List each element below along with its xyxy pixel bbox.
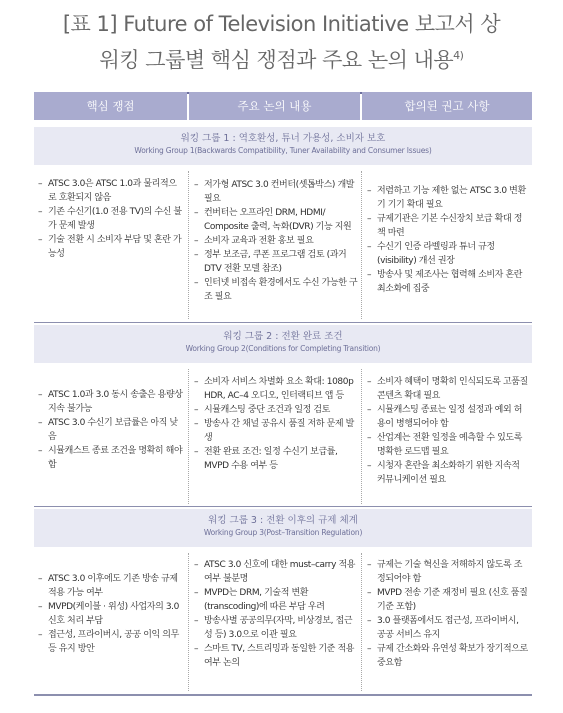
column-divider [361, 171, 362, 319]
list-item: – 정부 보조금, 쿠폰 프로그램 검토 (과거 DTV 전환 모델 참조) [194, 248, 359, 276]
header-agreed-recommendations: 합의된 권고 사항 [362, 92, 532, 120]
group-3-title-ko: 워킹 그룹 3 : 전환 이후의 규제 체계 [208, 515, 358, 526]
group-2-recommendations [367, 375, 529, 487]
list-item: – 소비자 혜택이 명확히 인식되도록 고품질 콘텐츠 확대 필요 [367, 375, 529, 403]
group-2-title-ko: 워킹 그룹 2 : 전환 완료 조건 [223, 331, 343, 342]
list-item: – MVPD는 DRM, 기술적 변환(transcoding)에 따른 부담 우려 [194, 586, 359, 614]
list-item: – 전환 완료 조건: 일정 수신기 보급률, MVPD 수용 여부 등 [194, 445, 359, 473]
list-item: – 기술 전환 시 소비자 부담 및 혼란 가능성 [38, 233, 184, 261]
row-divider [34, 506, 532, 507]
list-item: – 산업계는 전환 일정을 예측할 수 있도록 명확한 로드맵 필요 [367, 431, 529, 459]
list-item: – ATSC 3.0 이후에도 기존 방송 규제 적용 가능 여부 [38, 572, 184, 600]
list-item: – ATSC 3.0 신호에 대한 must–carry 적용 여부 불분명 [194, 558, 359, 586]
group-1-discussions [194, 178, 359, 304]
list-item: – 시뮬캐스팅 종료는 일정 설정과 예외 허용이 병행되어야 함 [367, 403, 529, 431]
group-2-header [34, 325, 532, 363]
group-1-title-en: Working Group 1(Backwards Compatibility, Tuner Availability and Consumer Issues) [134, 146, 432, 155]
group-3-recommendations [367, 558, 529, 670]
list-item: – 저가형 ATSC 3.0 컨버터(셋톱박스) 개발 필요 [194, 178, 359, 206]
header-main-discussion: 주요 논의 내용 [189, 92, 360, 120]
column-divider [188, 369, 189, 504]
group-3-title-en: Working Group 3(Post–Transition Regulation) [203, 528, 363, 537]
list-item: – MVPD(케이블 · 위성) 사업자의 3.0 신호 처리 부담 [38, 600, 184, 628]
column-divider [361, 553, 362, 691]
column-divider [188, 553, 189, 691]
row-divider [34, 322, 532, 323]
list-item: – 방송사 및 제조사는 협력해 소비자 혼란 최소화에 집중 [367, 268, 529, 296]
group-2-title-en: Working Group 2(Conditions for Completing Transition) [185, 344, 381, 353]
list-item: – 시뮬캐스트 종료 조건을 명확히 해야 함 [38, 444, 184, 472]
group-1-recommendations [367, 184, 529, 296]
list-item: – 규제는 기술 혁신을 저해하지 않도록 조정되어야 함 [367, 558, 529, 586]
list-item: – 방송사별 공공의무(자막, 비상경보, 접근성 등) 3.0으로 이관 필요 [194, 614, 359, 642]
group-2-discussions [194, 375, 359, 473]
table-title-line-1: [표 1] Future of Television Initiative 보고서 상 [62, 12, 501, 36]
group-3-issues [38, 572, 184, 656]
list-item: – 3.0 플랫폼에서도 접근성, 프라이버시, 공공 서비스 유지 [367, 614, 529, 642]
list-item: – MVPD 전송 기준 재정비 필요 (신호 품질 기준 포함) [367, 586, 529, 614]
list-item: – 접근성, 프라이버시, 공공 이익 의무 등 유지 방안 [38, 628, 184, 656]
column-divider [188, 171, 189, 319]
list-item: – 스마트 TV, 스트리밍과 동일한 기준 적용 여부 논의 [194, 642, 359, 670]
list-item: – 기존 수신기(1.0 전용 TV)의 수신 불가 문제 발생 [38, 205, 184, 233]
header-core-issues: 핵심 쟁점 [34, 92, 187, 120]
list-item: – 수신기 인증 라벨링과 튜너 규정(visibility) 개선 권장 [367, 240, 529, 268]
column-divider [361, 369, 362, 504]
list-item: – 소비자 교육과 전환 홍보 필요 [194, 234, 359, 248]
list-item: – 시청자 혼란을 최소화하기 위한 지속적 커뮤니케이션 필요 [367, 459, 529, 487]
table-title-text: 워킹 그룹별 핵심 쟁점과 주요 논의 내용 [99, 48, 454, 72]
group-1-title-ko: 워킹 그룹 1 : 역호환성, 튜너 가용성, 소비자 보호 [180, 133, 386, 144]
group-3-header [34, 509, 532, 547]
group-2-issues [38, 388, 184, 472]
list-item: – 소비자 서비스 차별화 요소 확대: 1080p HDR, AC–4 오디오, 인터랙티브 앱 등 [194, 375, 359, 403]
group-1-issues [38, 177, 184, 261]
list-item: – 방송사 간 채널 공유시 품질 저하 문제 발생 [194, 417, 359, 445]
group-3-discussions [194, 558, 359, 670]
list-item: – 인터넷 비접속 환경에서도 수신 가능한 구조 필요 [194, 276, 359, 304]
list-item: – ATSC 3.0 수신기 보급률은 아직 낮음 [38, 416, 184, 444]
table-title-line-2 [0, 44, 563, 74]
list-item: – 규제 간소화와 유연성 확보가 장기적으로 중요함 [367, 642, 529, 670]
footnote-marker: 4) [453, 49, 464, 62]
list-item: – 규제기관은 기본 수신장치 보급 확대 정책 마련 [367, 212, 529, 240]
group-1-header [34, 127, 532, 165]
list-item: – 컨버터는 오프라인 DRM, HDMI/ Composite 출력, 녹화(DVR) 기능 지원 [194, 206, 359, 234]
list-item: – ATSC 3.0은 ATSC 1.0과 물리적으로 호환되지 않음 [38, 177, 184, 205]
list-item: – ATSC 1.0과 3.0 동시 송출은 용량상 지속 불가능 [38, 388, 184, 416]
list-item: – 저렴하고 기능 제한 없는 ATSC 3.0 변환기 기기 확대 필요 [367, 184, 529, 212]
table-bottom-rule [34, 694, 532, 696]
list-item: – 시뮬캐스팅 중단 조건과 일정 검토 [194, 403, 359, 417]
